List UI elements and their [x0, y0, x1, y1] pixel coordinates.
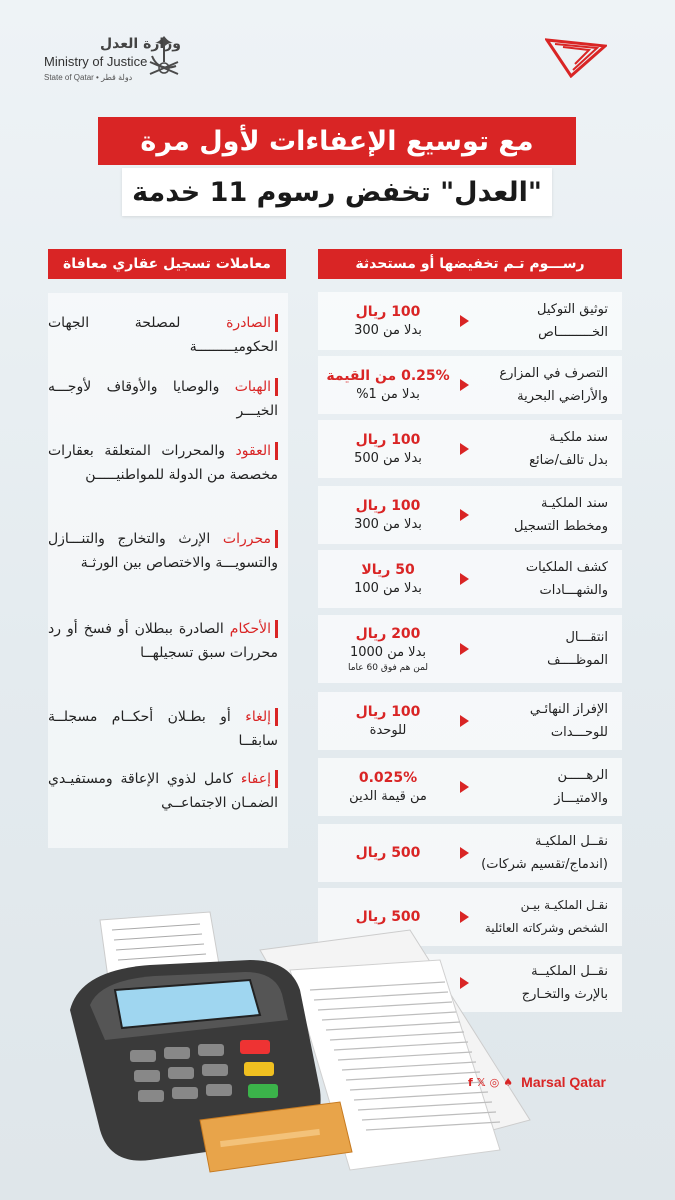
title-banner-white: "العدل" تخفض رسوم 11 خدمة [122, 168, 552, 216]
fee-value: 100 ريال بدلا من 300 [354, 304, 422, 338]
marsal-logo-icon [545, 38, 607, 78]
bullet-bar [275, 620, 278, 638]
bullet-bar [275, 442, 278, 460]
fee-row [318, 550, 622, 608]
fee-row [318, 292, 622, 350]
list-item: إلغاء أو بطـلان أحكــام مسجلــة سابقــا [48, 709, 278, 749]
bullet-bar [275, 530, 278, 548]
exempt-list-panel [48, 293, 288, 848]
exempt-transactions-heading: معاملات تسجيل عقاري معافاة [48, 249, 286, 279]
service-name: نقــل الملكيــة بالإرث والتخـارج [521, 964, 608, 1002]
fee-value: 100 ريال للوحدة [355, 704, 421, 738]
fee-row [318, 758, 622, 816]
list-item: إعفاء كامل لذوي الإعاقة ومستفيـدي الضمـان الاجتماعــي [48, 771, 278, 811]
x-icon[interactable]: 𝕏 [476, 1075, 486, 1089]
social-footer [468, 1074, 606, 1090]
arrow-icon [460, 643, 469, 655]
ministry-name-en: Ministry of Justice [44, 54, 148, 69]
fee-row [318, 824, 622, 882]
bullet-bar [275, 708, 278, 726]
arrow-icon [460, 443, 469, 455]
fee-value: 0.25% من القيمة بدلا من 1% [326, 368, 450, 402]
bullet-bar [275, 314, 278, 332]
arrow-icon [460, 715, 469, 727]
arrow-icon [460, 573, 469, 585]
list-item: الصادرة لمصلحة الجهات الحكوميـــــــــة [48, 315, 278, 355]
arrow-icon [460, 315, 469, 327]
facebook-icon[interactable]: f [468, 1075, 473, 1089]
service-name: نقــل الملكيـة (اندماج/تقسيم شركات) [481, 834, 608, 872]
list-item: محررات الإرث والتخارج والتنـــازل والتسويـــة والاختصاص بين الورثـة [48, 531, 278, 571]
service-name: التصرف في المزارع والأراضي البحرية [499, 366, 608, 404]
service-name: كشف الملكيات والشهـــادات [525, 560, 608, 598]
service-name: الرهـــــن والامتيـــاز [554, 768, 608, 806]
title-banner-red: مع توسيع الإعفاءات لأول مرة [98, 117, 576, 165]
service-name: سند ملكيـة بدل تالف/ضائع [529, 430, 608, 468]
service-name: نقـل الملكيـة بيـن الشخص وشركاته العائلية [484, 898, 608, 935]
fee-value: 50 ريالا بدلا من 100 [354, 562, 422, 596]
bullet-bar [275, 770, 278, 788]
fee-row [318, 692, 622, 750]
fee-row [318, 420, 622, 478]
service-name: انتقـــال الموظــــف [547, 630, 608, 668]
list-item: العقود والمحررات المتعلقة بعقارات مخصصة من الدولة للمواطنيـــــن [48, 443, 278, 483]
service-name: سند الملكيـة ومخطط التسجيل [513, 496, 608, 534]
payment-terminal-illustration [60, 890, 580, 1200]
instagram-icon[interactable]: ◎ [489, 1075, 500, 1089]
state-label: State of Qatar • دولة قطر [44, 73, 133, 82]
snapchat-icon[interactable]: ♠ [503, 1075, 514, 1089]
fee-row [318, 486, 622, 544]
service-name: الإفراز النهائـي للوحـــدات [529, 702, 608, 740]
ministry-name-ar: وزارة العدل [100, 36, 181, 52]
fee-value: 200 ريال بدلا من 1000 لمن هم فوق 60 عاما [347, 626, 429, 673]
list-item: الأحكام الصادرة ببطلان أو فسخ أو رد محررات سبق تسجيلهــا [48, 621, 278, 661]
list-item: الهبات والوصايا والأوقاف لأوجـــه الخيـــر [48, 379, 278, 419]
ministry-logo [40, 32, 200, 92]
arrow-icon [460, 781, 469, 793]
arrow-icon [460, 847, 469, 859]
arrow-icon [460, 509, 469, 521]
service-name: توثيق التوكيل الخـــــــــاص [536, 302, 608, 340]
fee-value: 100 ريال بدلا من 500 [354, 432, 422, 466]
reduced-fees-heading: رســـوم تـم تخفيضها أو مستحدثة [318, 249, 622, 279]
fee-value: 0.025% من قيمة الدين [349, 770, 427, 804]
bullet-bar [275, 378, 278, 396]
brand-name: Marsal Qatar [521, 1074, 606, 1090]
arrow-icon [460, 379, 469, 391]
fee-row [318, 356, 622, 414]
fee-value: 500 ريال [355, 909, 421, 925]
fee-value: 100 ريال بدلا من 300 [354, 498, 422, 532]
fee-value: 500 ريال [355, 845, 421, 861]
fee-row [318, 615, 622, 683]
